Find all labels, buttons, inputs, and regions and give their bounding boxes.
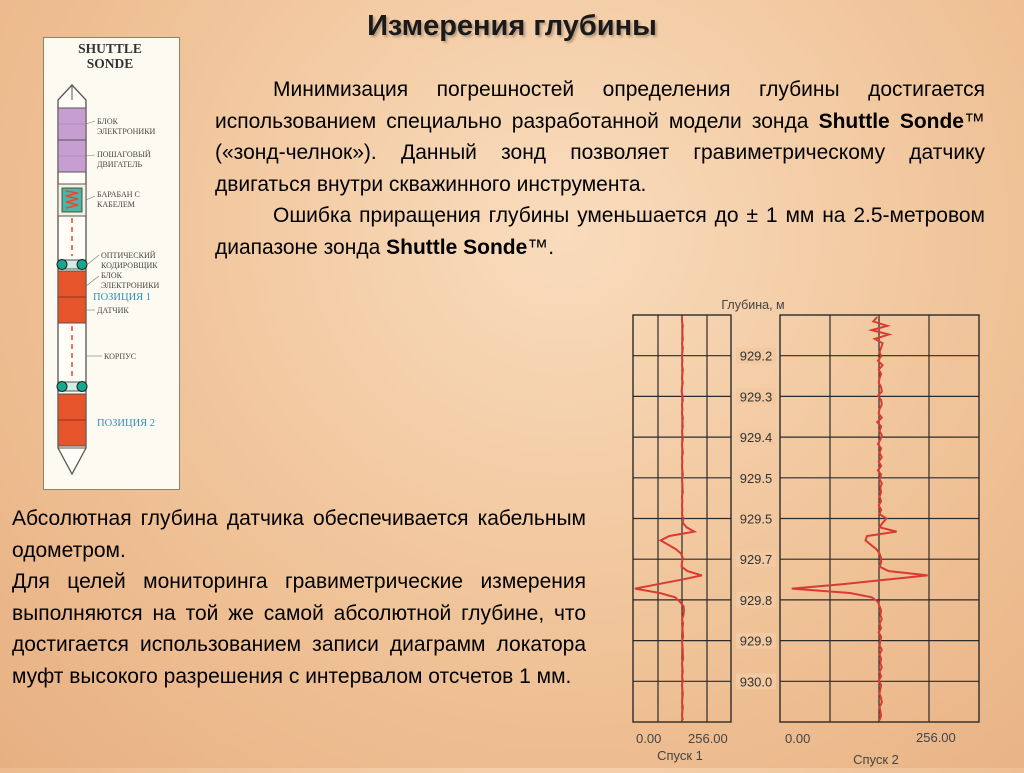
depth-tick-labels: [736, 348, 776, 690]
bottom-paragraph-2: Для целей мониторинга гравиметрические измерения выполняются на той же самой абсолютной глубине, что достигается использованием записи диаграмм локатора муфт высокого разрешения с интервалом отсчетов 1 мм.: [12, 570, 586, 688]
intro-p1-text-end: ™ («зонд-челнок»). Данный зонд позволяет гравиметрическому датчику двигаться внутри скважинного инструмента.: [215, 109, 985, 196]
intro-p1-text: Минимизация погрешностей определения глубины достигается использованием специально разработанной модели зонда: [215, 78, 985, 133]
label-electronics-1: БЛОК: [97, 117, 118, 126]
lower-connector: [57, 382, 87, 392]
depth-tick-label: 929.4: [739, 430, 773, 446]
bottom-text: [12, 503, 586, 692]
optical-encoder: [57, 260, 87, 270]
label-encoder-1: ОПТИЧЕСКИЙ: [101, 251, 156, 260]
slide-title: Измерения глубины: [367, 10, 657, 42]
label-encoder-2: КОДИРОВЩИК: [101, 261, 158, 270]
label-sensor: ДАТЧИК: [97, 306, 129, 315]
sonde-title-1: SHUTTLE: [78, 41, 142, 56]
intro-paragraph-1: [215, 74, 985, 200]
intro-text: [215, 74, 985, 263]
chart-title: Глубина, м: [721, 298, 785, 312]
intro-p2-text: Ошибка приращения глубины уменьшается до ± 1 мм на 2.5-метровом диапазоне зонда: [215, 204, 985, 259]
depth-tick-label: 929.2: [739, 348, 773, 364]
label-drum-2: КАБЕЛЕМ: [97, 200, 135, 209]
run2-name: Спуск 2: [853, 752, 899, 767]
run2-xmax-label: 256.00: [916, 730, 956, 745]
label-motor-1: ПОШАГОВЫЙ: [97, 150, 151, 159]
depth-tick-label: 929.8: [739, 592, 773, 608]
depth-tick-label: 929.7: [739, 552, 773, 568]
cable-drum: [58, 184, 86, 216]
sonde-title-2: SONDE: [86, 56, 134, 71]
label-position-1: ПОЗИЦИЯ 1: [93, 292, 152, 303]
label-electronics-2: ЭЛЕКТРОНИКИ: [97, 127, 156, 136]
intro-p2-text-end: ™.: [527, 235, 555, 259]
brand-shuttle-sonde-2: Shuttle Sonde: [386, 235, 528, 259]
label-electronics2-1: БЛОК: [101, 271, 122, 280]
run1-xmax-label: 256.00: [688, 731, 728, 746]
run1-xmin-label: 0.00: [636, 731, 662, 746]
label-position-2: ПОЗИЦИЯ 2: [97, 418, 156, 429]
depth-tick-label: 929.5: [739, 470, 773, 486]
depth-tick-label: 929.5: [739, 511, 773, 527]
label-housing: КОРПУС: [104, 352, 137, 361]
label-electronics2-2: ЭЛЕКТРОНИКИ: [101, 281, 160, 290]
brand-shuttle-sonde: Shuttle Sonde: [818, 109, 964, 133]
label-drum-1: БАРАБАН С: [97, 190, 140, 199]
depth-log-chart: [618, 292, 1020, 768]
depth-tick-label: 930.0: [739, 674, 773, 690]
label-motor-2: ДВИГАТЕЛЬ: [97, 160, 143, 169]
run2-xmin-label: 0.00: [785, 731, 811, 746]
depth-tick-label: 929.9: [739, 633, 773, 649]
intro-paragraph-2: [215, 200, 985, 263]
depth-tick-label: 929.3: [739, 389, 773, 405]
run1-name: Спуск 1: [657, 748, 703, 763]
shuttle-sonde-diagram: [43, 37, 180, 490]
bottom-paragraph-1: Абсолютная глубина датчика обеспечивается кабельным одометром.: [12, 507, 586, 562]
